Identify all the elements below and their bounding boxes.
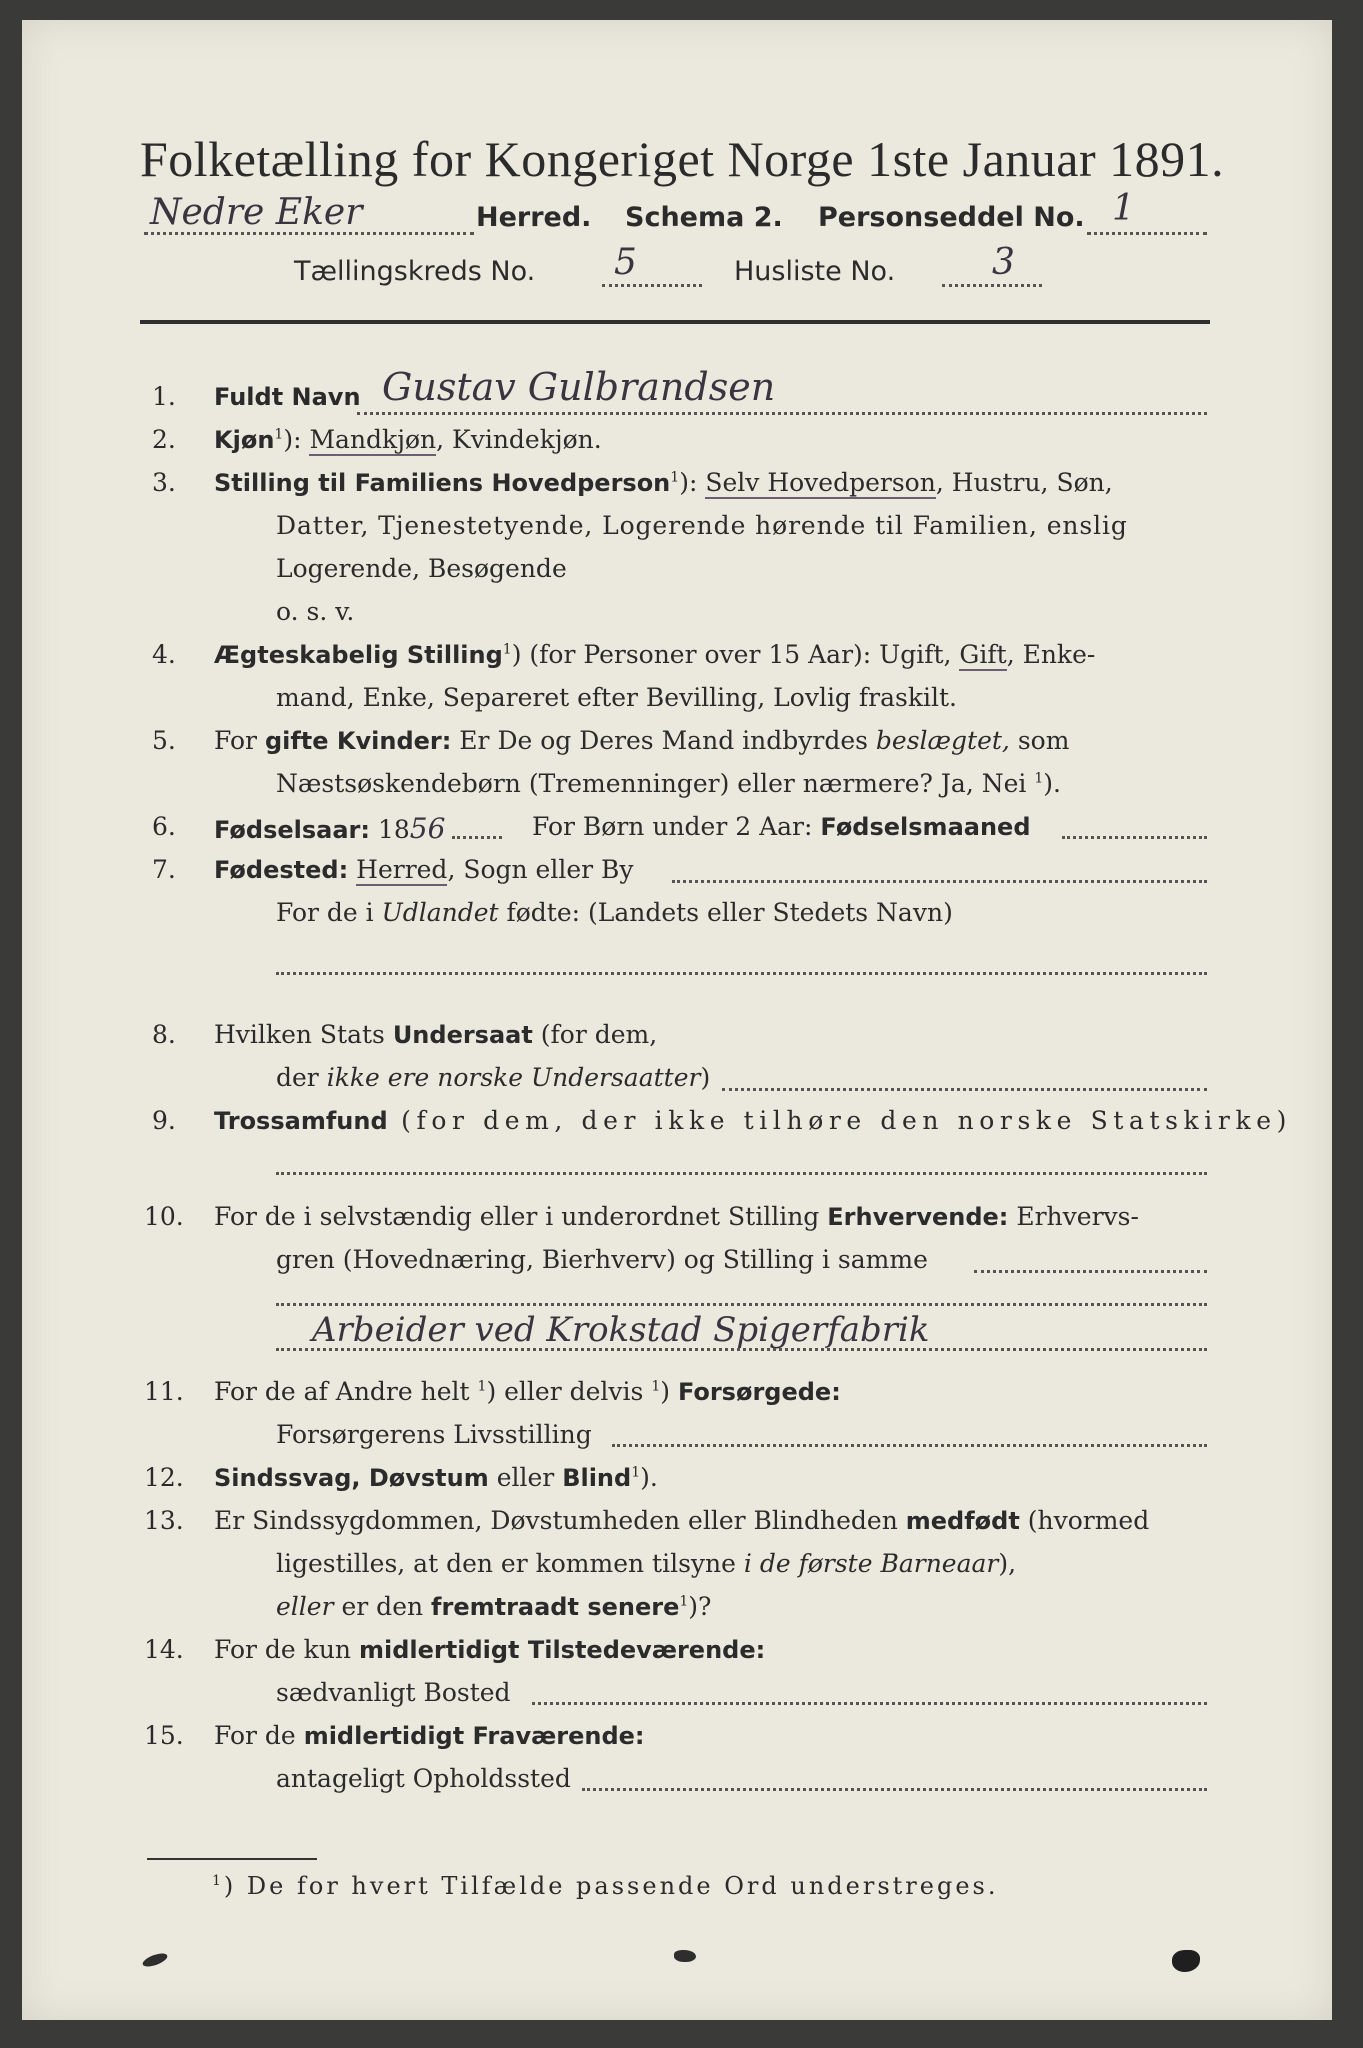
q13-line2a: ligestilles, at den er kommen tilsyne: [276, 1549, 744, 1578]
q13-line2: [276, 1549, 1016, 1578]
footnote-rule: [147, 1858, 317, 1860]
q3-footnote-mark: 1: [670, 469, 680, 486]
q12-text: eller: [488, 1463, 563, 1492]
q13-label2: fremtraadt senere: [431, 1593, 680, 1621]
q6-label: Fødselsaar:: [214, 816, 370, 844]
q13-line3a: er den: [333, 1592, 432, 1621]
q1-dotted-line: [357, 412, 1207, 415]
q13-label: medfødt: [905, 1507, 1020, 1535]
personseddel-dotted-line: [1087, 232, 1207, 235]
q11-mid: ) eller delvis: [486, 1377, 652, 1406]
q10-line1: [214, 1202, 1139, 1231]
q7-line2: [276, 898, 953, 927]
herred-dotted-line: [144, 232, 474, 235]
q8-label: Undersaat: [392, 1021, 533, 1049]
schema-label: Schema 2.: [625, 202, 783, 233]
q6-text: For Børn under 2 Aar:: [532, 812, 821, 841]
personseddel-label: Personseddel No.: [818, 202, 1085, 233]
q1-label: Fuldt Navn: [214, 383, 361, 411]
husliste-handwritten: 3: [992, 242, 1015, 283]
binding-mark-center: [674, 1950, 696, 1962]
q14-dotted-line: [532, 1702, 1207, 1705]
q7-line2a: For de i: [276, 898, 382, 927]
q4-label: Ægteskabelig Stilling: [214, 641, 503, 669]
q15-number: 15.: [144, 1721, 184, 1750]
form-title: Folketælling for Kongeriget Norge 1ste Januar 1891.: [140, 131, 1225, 187]
q15-text: For de: [214, 1721, 304, 1750]
header-rule: [140, 320, 1210, 324]
q9-dotted-line: [276, 1172, 1207, 1175]
q8-line2: [276, 1063, 710, 1092]
q1-handwritten-name: Gustav Gulbrandsen: [382, 365, 776, 409]
q5-footnote-mark: 1: [1034, 770, 1044, 787]
q5-number: 5.: [152, 726, 176, 755]
q2-rest: , Kvindekjøn.: [436, 425, 602, 454]
q10-dotted-line3: [276, 1348, 1207, 1351]
taellingskreds-label: Tællingskreds No.: [294, 256, 536, 287]
q11-text: For de af Andre helt: [214, 1377, 478, 1406]
q8-italic: ikke ere norske Undersaatter: [326, 1063, 701, 1092]
q15-label: midlertidigt Fraværende:: [303, 1722, 645, 1750]
q2-text: ):: [283, 425, 310, 454]
binding-mark-right: [1172, 1950, 1200, 1972]
q8-number: 8.: [152, 1020, 176, 1049]
q9-number: 9.: [152, 1106, 176, 1135]
q14-text: For de kun: [214, 1635, 359, 1664]
q10-dotted-line1: [974, 1270, 1207, 1273]
q13-line1: [214, 1506, 1149, 1535]
q8-line2a: der: [276, 1063, 327, 1092]
q7-line2b: fødte: (Landets eller Stedets Navn): [498, 898, 953, 927]
q15-line2: antageligt Opholdssted: [276, 1764, 571, 1793]
q11-line2: Forsørgerens Livsstilling: [276, 1420, 592, 1449]
q7-option-herred: Herred: [356, 855, 448, 884]
q13-number: 13.: [144, 1506, 184, 1535]
q3-number: 3.: [152, 468, 176, 497]
q3-label: Stilling til Familiens Hovedperson: [214, 469, 671, 497]
binding-mark-left: [141, 1951, 169, 1969]
q7-label: Fødested:: [214, 856, 349, 884]
q11-mid2: ): [660, 1377, 678, 1406]
q11-line1: [214, 1377, 841, 1406]
q13-footnote-mark: 1: [679, 1593, 689, 1610]
footnote-text: ) De for hvert Tilfælde passende Ord understreges.: [223, 1872, 999, 1900]
q3-line1: [214, 468, 1113, 497]
q11-dotted-line: [612, 1444, 1207, 1447]
q10-rest: Erhvervs-: [1008, 1202, 1139, 1231]
q11-footnote-mark2: 1: [651, 1378, 661, 1395]
q2-line: [214, 425, 602, 454]
q6-line-b: [532, 812, 1031, 841]
q12-end: ).: [640, 1463, 658, 1492]
q5-line2: [276, 769, 1061, 798]
q5-line1: [214, 726, 1069, 755]
q3-line4: o. s. v.: [276, 597, 355, 626]
q6-prefix: 18: [370, 815, 410, 844]
q14-number: 14.: [144, 1635, 184, 1664]
q11-number: 11.: [144, 1377, 184, 1406]
taellingskreds-dotted-line: [602, 284, 702, 287]
q6-number: 6.: [152, 812, 176, 841]
q12-number: 12.: [144, 1463, 184, 1492]
q6-line: [214, 812, 445, 845]
q13-italic: i de første Barneaar: [743, 1549, 999, 1578]
q4-rest: , Enke-: [1006, 640, 1096, 669]
q13-rest: (hvormed: [1019, 1506, 1150, 1535]
q2-label: Kjøn: [214, 426, 275, 454]
q11-footnote-mark1: 1: [477, 1378, 487, 1395]
q10-handwritten-occupation: Arbeider ved Krokstad Spigerfabrik: [312, 1310, 930, 1350]
q8-line2b: ): [700, 1063, 711, 1092]
husliste-dotted-line: [942, 284, 1042, 287]
q10-dotted-line2: [276, 1303, 1207, 1306]
q2-option-mandkjon: Mandkjøn: [309, 425, 437, 454]
q10-label: Erhvervende:: [827, 1203, 1009, 1231]
q9-text: (for dem, der ikke tilhøre den norske Statskirke): [387, 1106, 1292, 1135]
q4-line2: mand, Enke, Separeret efter Bevilling, Lovlig fraskilt.: [276, 683, 957, 712]
q3-line3: Logerende, Besøgende: [276, 554, 567, 583]
herred-handwritten: Nedre Eker: [150, 192, 363, 233]
q15-dotted-line: [582, 1788, 1207, 1791]
q13-eller: eller: [276, 1592, 334, 1621]
q1-number: 1.: [152, 382, 176, 411]
q5-text: Er De og Deres Mand indbyrdes: [451, 726, 876, 755]
q14-line1: [214, 1635, 765, 1664]
q6-handwritten-year: 56: [409, 812, 446, 845]
q10-text: For de i selvstændig eller i underordnet Stilling: [214, 1202, 828, 1231]
q5-label: gifte Kvinder:: [264, 727, 452, 755]
personseddel-handwritten: 1: [1112, 188, 1135, 229]
q6-label2: Fødselsmaaned: [820, 813, 1031, 841]
q4-number: 4.: [152, 640, 176, 669]
q5-end: ).: [1043, 769, 1061, 798]
q7-udlandet: Udlandet: [381, 898, 499, 927]
q7-dotted-line2: [276, 972, 1207, 975]
q10-number: 10.: [144, 1202, 184, 1231]
q7-dotted-line1: [672, 880, 1207, 883]
q7-line1: [214, 855, 634, 884]
q13-line3: [276, 1592, 711, 1621]
q9-line: [214, 1106, 1292, 1135]
q12-label: Sindssvag, Døvstum: [214, 1464, 489, 1492]
q8-text: Hvilken Stats: [214, 1020, 393, 1049]
q4-option-gift: Gift: [959, 640, 1007, 669]
footnote-mark: 1: [212, 1873, 224, 1889]
q8-dotted-line: [722, 1088, 1207, 1091]
q13-end: )?: [688, 1592, 712, 1621]
q6-dotted-year: [452, 836, 502, 839]
q3-rest: , Hustru, Søn,: [935, 468, 1113, 497]
q5-for: For: [214, 726, 257, 755]
q4-line1: [214, 640, 1095, 669]
q13-line2b: ),: [998, 1549, 1017, 1578]
q14-line2: sædvanligt Bosted: [276, 1678, 511, 1707]
q4-text: ) (for Personer over 15 Aar): Ugift,: [511, 640, 960, 669]
q12-footnote-mark: 1: [631, 1464, 641, 1481]
q5-rest: som: [1009, 726, 1070, 755]
q5-italic: beslægtet,: [875, 726, 1010, 755]
q3-text: ):: [679, 468, 706, 497]
q2-footnote-mark: 1: [274, 426, 284, 443]
q3-option-selv-hovedperson: Selv Hovedperson: [705, 468, 936, 497]
q3-line2: Datter, Tjenestetyende, Logerende hørende til Familien, enslig: [276, 511, 1128, 540]
q14-label: midlertidigt Tilstedeværende:: [358, 1636, 766, 1664]
taellingskreds-handwritten: 5: [614, 242, 637, 283]
q9-label: Trossamfund: [214, 1107, 388, 1135]
q4-footnote-mark: 1: [502, 641, 512, 658]
q7-number: 7.: [152, 855, 176, 884]
q6-dotted-month: [1062, 836, 1207, 839]
q11-label: Forsørgede:: [677, 1378, 841, 1406]
q7-text: , Sogn eller By: [447, 855, 634, 884]
q8-rest: (for dem,: [532, 1020, 658, 1049]
q12-line: [214, 1463, 658, 1492]
q15-line1: [214, 1721, 645, 1750]
husliste-label: Husliste No.: [734, 256, 896, 287]
q8-line1: [214, 1020, 657, 1049]
q10-line2: gren (Hovednæring, Bierhverv) og Stilling i samme: [276, 1245, 928, 1274]
q12-label2: Blind: [562, 1464, 632, 1492]
footnote: [212, 1872, 998, 1900]
census-form-sheet: [22, 20, 1332, 2020]
q13-text: Er Sindssygdommen, Døvstumheden eller Blindheden: [214, 1506, 906, 1535]
q5-line2-text: Næstsøskendebørn (Tremenninger) eller nærmere? Ja, Nei: [276, 769, 1035, 798]
herred-label: Herred.: [476, 202, 592, 233]
q2-number: 2.: [152, 425, 176, 454]
